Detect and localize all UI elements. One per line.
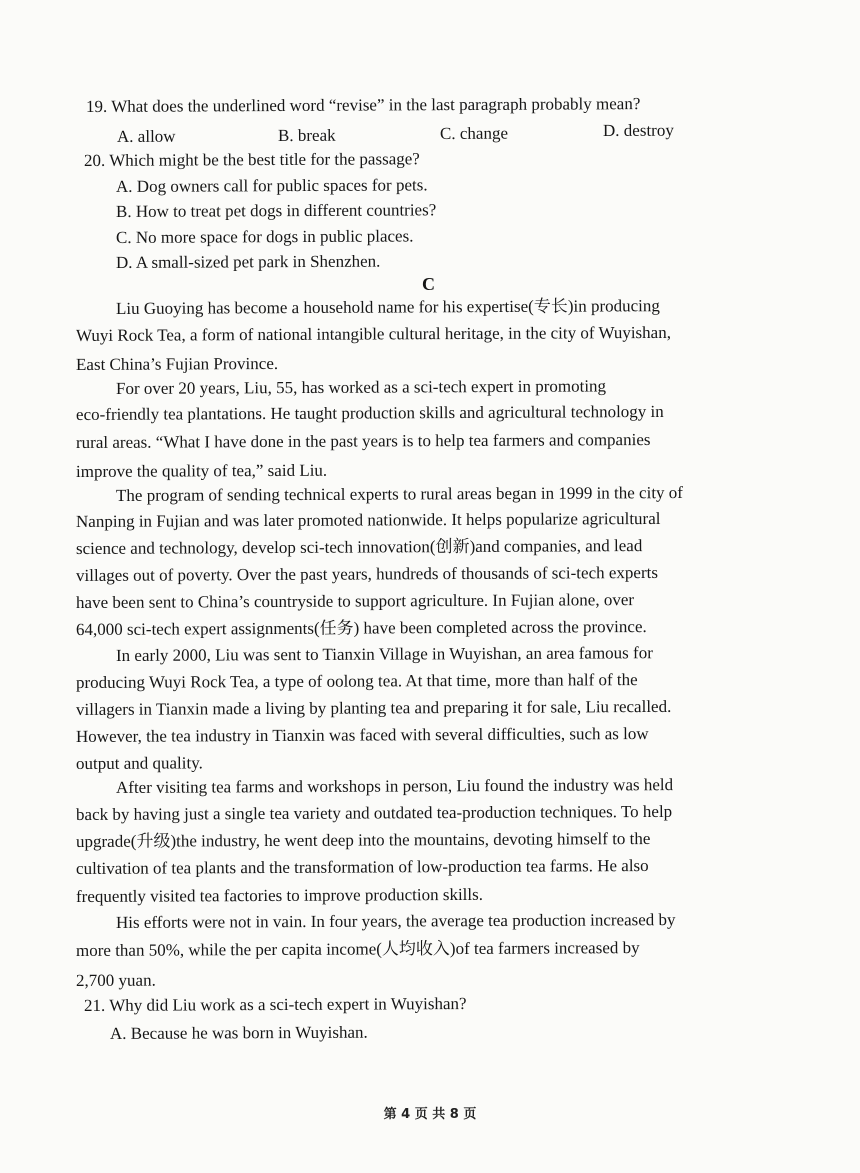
passage-line: Wuyi Rock Tea, a form of national intangible cultural heritage, in the city of Wuyishan, <box>75 322 671 345</box>
passage-line: 64,000 sci-tech expert assignments(任务) have been completed across the province. <box>75 617 647 639</box>
question-19-option-b: B. break <box>277 125 336 145</box>
passage-line: more than 50%, while the per capita income(人均收入)of tea farmers increased by <box>75 938 640 960</box>
question-21-stem: 21. Why did Liu work as a sci-tech expert in Wuyishan? <box>83 993 467 1015</box>
question-19-option-a: A. allow <box>116 126 176 146</box>
passage-line: cultivation of tea plants and the transformation of low-production tea farms. He also <box>75 856 649 878</box>
passage-line: rural areas. “What I have done in the past years is to help tea farmers and companies <box>75 429 651 452</box>
passage-line: back by having just a single tea variety and outdated tea-production techniques. To help <box>75 801 673 824</box>
passage-line: 2,700 yuan. <box>75 970 156 990</box>
passage-line: Liu Guoying has become a household name for his expertise(专长)in producing <box>115 296 660 318</box>
passage-line: After visiting tea farms and workshops in person, Liu found the industry was held <box>115 775 674 797</box>
passage-line: improve the quality of tea,” said Liu. <box>75 460 328 481</box>
passage-line: In early 2000, Liu was sent to Tianxin Village in Wuyishan, an area famous for <box>115 643 653 665</box>
passage-line: science and technology, develop sci-tech innovation(创新)and companies, and lead <box>75 536 643 558</box>
page-number-footer: 第 4 页 共 8 页 <box>383 1107 477 1122</box>
passage-line: His efforts were not in vain. In four years, the average tea production increased by <box>115 910 676 932</box>
question-20-stem: 20. Which might be the best title for the passage? <box>83 149 420 170</box>
passage-line: villages out of poverty. Over the past years, hundreds of thousands of sci-tech experts <box>75 562 658 585</box>
passage-line: frequently visited tea factories to improve production skills. <box>75 884 484 906</box>
passage-line: output and quality. <box>75 753 203 773</box>
passage-line: The program of sending technical experts to rural areas began in 1999 in the city of <box>115 483 683 505</box>
passage-line: villagers in Tianxin made a living by planting tea and preparing it for sale, Liu recalled. <box>75 696 672 719</box>
question-20-option-d: D. A small-sized pet park in Shenzhen. <box>115 251 381 272</box>
passage-line: East China’s Fujian Province. <box>75 353 279 374</box>
section-letter: C <box>422 274 435 294</box>
passage-line: For over 20 years, Liu, 55, has worked as a sci-tech expert in promoting <box>115 376 607 398</box>
passage-line: upgrade(升级)the industry, he went deep into the mountains, devoting himself to the <box>75 828 651 851</box>
question-20-option-b: B. How to treat pet dogs in different countries? <box>115 200 437 221</box>
question-21-option-a: A. Because he was born in Wuyishan. <box>109 1022 368 1043</box>
question-20-option-c: C. No more space for dogs in public places. <box>115 226 414 247</box>
passage-line: producing Wuyi Rock Tea, a type of oolong tea. At that time, more than half of the <box>75 670 638 692</box>
question-20-option-a: A. Dog owners call for public spaces for pets. <box>115 175 428 196</box>
passage-line: eco-friendly tea plantations. He taught production skills and agricultural technology in <box>75 401 664 424</box>
question-19-stem: 19. What does the underlined word “revise” in the last paragraph probably mean? <box>85 94 641 116</box>
question-19-option-d: D. destroy <box>602 120 674 140</box>
question-19-option-c: C. change <box>439 123 509 143</box>
passage-line: Nanping in Fujian and was later promoted nationwide. It helps popularize agricultural <box>75 508 661 531</box>
passage-line: have been sent to China’s countryside to support agriculture. In Fujian alone, over <box>75 590 635 612</box>
passage-line: However, the tea industry in Tianxin was faced with several difficulties, such as low <box>75 724 649 746</box>
